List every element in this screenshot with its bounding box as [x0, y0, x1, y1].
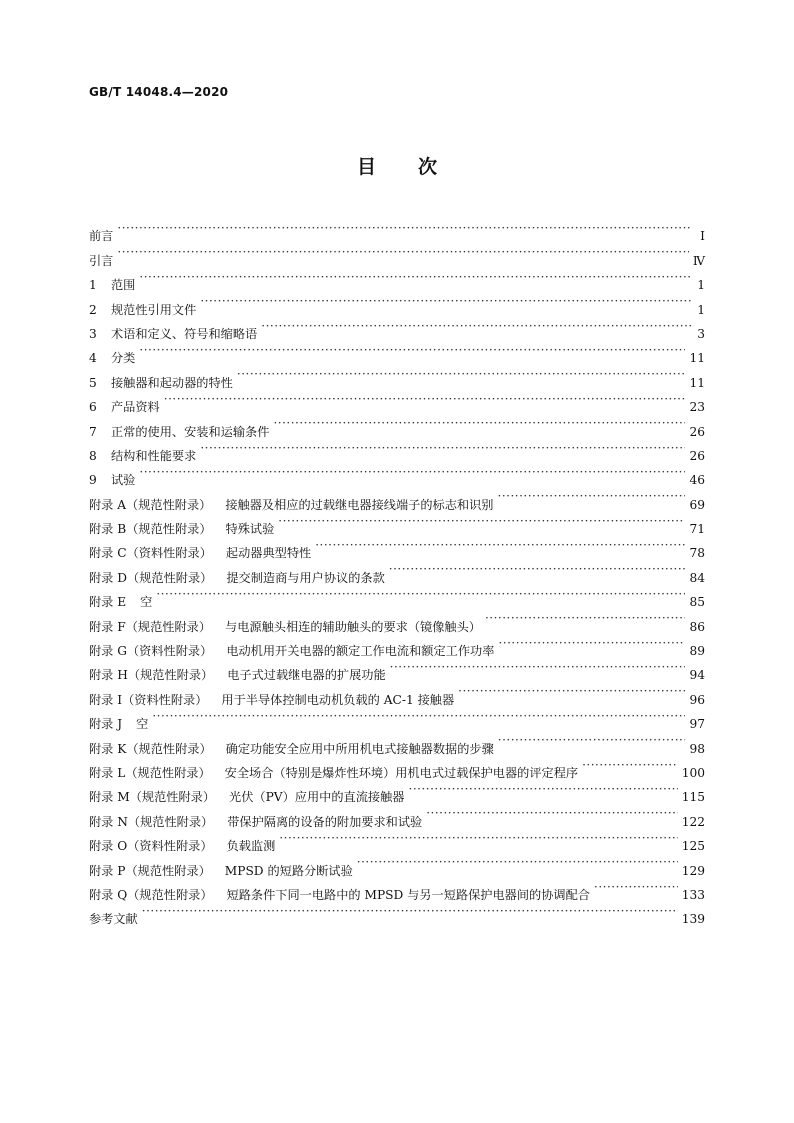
toc-entry-page: 94 — [689, 668, 705, 683]
toc-entry-subtitle: 确定功能安全应用中所用机电式接触器数据的步骤 — [225, 741, 494, 756]
toc-entry-title: 规范性引用文件 — [111, 302, 197, 317]
toc-entry-title: 附录 N（规范性附录） — [89, 814, 214, 829]
toc-entry-page: 139 — [681, 912, 705, 927]
toc-entry[interactable] — [89, 216, 705, 244]
toc-entry-subtitle: 用于半导体控制电动机负载的 AC-1 接触器 — [221, 692, 455, 707]
toc-entry-page: 3 — [697, 326, 705, 341]
toc-entry-number: 2 — [89, 302, 97, 317]
toc-entry-page: 115 — [681, 790, 705, 805]
toc-entry-subtitle: 空 — [140, 595, 153, 610]
toc-entry-title: 附录 I（资料性附录） — [89, 692, 208, 707]
toc-entry-title: 附录 O（资料性附录） — [89, 839, 213, 854]
toc-entry-label — [89, 517, 274, 541]
toc-entry-title: 附录 M（规范性附录） — [89, 790, 216, 805]
toc-entry-number: 6 — [89, 400, 97, 415]
toc-entry-page: 26 — [689, 424, 705, 439]
toc-entry-subtitle: 光伏（PV）应用中的直流接触器 — [229, 790, 405, 805]
toc-entry-title: 附录 E — [89, 595, 127, 610]
toc-entry-label — [89, 663, 386, 687]
toc-leader-dots — [498, 484, 686, 508]
toc-entry-page: 1 — [697, 278, 705, 293]
toc-entry-page: 97 — [689, 717, 705, 732]
toc-leader-dots — [278, 509, 685, 533]
toc-leader-dots — [237, 362, 686, 386]
toc-entry-page: 96 — [689, 692, 705, 707]
toc-entry-page: 71 — [689, 522, 705, 537]
toc-entry[interactable] — [89, 899, 705, 927]
toc-leader-dots — [389, 557, 686, 581]
toc-entry-title: 范围 — [111, 278, 136, 293]
toc-entry-subtitle: 负载监测 — [226, 839, 276, 854]
toc-entry-page: 133 — [681, 887, 705, 902]
toc-entry-title: 附录 K（规范性附录） — [89, 741, 212, 756]
toc-entry[interactable] — [89, 265, 705, 293]
toc-entry-title: 附录 A（规范性附录） — [89, 497, 212, 512]
toc-entry-page: 11 — [689, 351, 705, 366]
toc-entry-subtitle: 特殊试验 — [225, 522, 275, 537]
toc-entry-subtitle: 短路条件下同一电路中的 MPSD 与另一短路保护电器间的协调配合 — [226, 887, 590, 902]
toc-entry-title: 附录 Q（规范性附录） — [89, 887, 213, 902]
toc-entry-page: 85 — [689, 595, 705, 610]
toc-entry-page: 26 — [689, 448, 705, 463]
toc-entry-title: 试验 — [111, 473, 136, 488]
toc-leader-dots — [139, 338, 685, 362]
toc-leader-dots — [164, 387, 686, 411]
toc-entry-title: 术语和定义、符号和缩略语 — [111, 326, 258, 341]
toc-entry-page: Ⅳ — [692, 253, 705, 268]
toc-entry-label — [89, 859, 353, 883]
toc-entry-title: 附录 G（资料性附录） — [89, 644, 213, 659]
toc-entry-page: 84 — [689, 570, 705, 585]
toc-leader-dots — [390, 655, 686, 679]
toc-entry-label — [89, 590, 152, 614]
toc-entry[interactable] — [89, 704, 705, 732]
toc-entry[interactable] — [89, 484, 705, 512]
toc-entry-page: 11 — [689, 375, 705, 390]
toc-entry-number: 9 — [89, 473, 97, 488]
toc-entry-page: 78 — [689, 546, 705, 561]
toc-entry-page: 122 — [681, 814, 705, 829]
toc-entry-title: 正常的使用、安装和运输条件 — [111, 424, 270, 439]
toc-entry-label — [89, 737, 494, 761]
toc-entry[interactable] — [89, 387, 705, 415]
toc-leader-dots — [426, 801, 678, 825]
toc-leader-dots — [315, 533, 685, 557]
toc-leader-dots — [498, 728, 686, 752]
toc-entry-page: Ⅰ — [700, 229, 705, 244]
toc-entry-title: 接触器和起动器的特性 — [111, 375, 233, 390]
toc-entry-title: 分类 — [111, 351, 136, 366]
toc-entry-title: 附录 P（规范性附录） — [89, 863, 211, 878]
toc-entry-number: 3 — [89, 326, 97, 341]
toc-entry-page: 125 — [681, 839, 705, 854]
toc-entry-label — [89, 273, 135, 297]
toc-entry-subtitle: 电子式过载继电器的扩展功能 — [227, 668, 386, 683]
toc-entry-subtitle: 与电源触头相连的辅助触头的要求（镜像触头） — [225, 619, 481, 634]
toc-entry[interactable] — [89, 460, 705, 488]
toc-entry-label — [89, 249, 113, 273]
toc-entry-subtitle: 起动器典型特性 — [225, 546, 312, 561]
toc-entry-page: 89 — [689, 644, 705, 659]
toc-leader-dots — [142, 899, 678, 923]
toc-entry-number: 8 — [89, 448, 97, 463]
toc-entry-subtitle: 安全场合（特别是爆炸性环境）用机电式过载保护电器的评定程序 — [224, 765, 579, 780]
toc-entry-label — [89, 785, 405, 809]
toc-leader-dots — [594, 875, 678, 899]
toc-entry-label — [89, 712, 148, 736]
toc-entry[interactable] — [89, 338, 705, 366]
toc-leader-dots — [156, 582, 685, 606]
toc-leader-dots — [117, 216, 691, 240]
toc-entry-number: 5 — [89, 375, 97, 390]
toc-entry-subtitle: 带保护隔离的设备的附加要求和试验 — [227, 814, 423, 829]
toc-entry-page: 46 — [689, 473, 705, 488]
toc-leader-dots — [458, 679, 685, 703]
toc-entry-subtitle: 空 — [136, 717, 149, 732]
toc-entry-subtitle: 接触器及相应的过载继电器接线端子的标志和识别 — [225, 497, 494, 512]
toc-entry-number: 4 — [89, 351, 97, 366]
toc-entry-label — [89, 346, 135, 370]
toc-entry[interactable] — [89, 582, 705, 610]
toc-entry[interactable] — [89, 289, 705, 317]
toc-entry-label — [89, 395, 160, 419]
toc-entry-number: 1 — [89, 278, 97, 293]
toc-entry-subtitle: MPSD 的短路分断试验 — [224, 863, 353, 878]
toc-entry-page: 69 — [689, 497, 705, 512]
toc-leader-dots — [139, 265, 691, 289]
toc-entry-label — [89, 907, 138, 931]
toc-entry[interactable] — [89, 411, 705, 439]
document-code: GB/T 14048.4—2020 — [89, 85, 229, 99]
toc-entry[interactable] — [89, 728, 705, 756]
toc-entry-subtitle: 电动机用开关电器的额定工作电流和额定工作功率 — [226, 644, 495, 659]
toc-entry-page: 129 — [681, 863, 705, 878]
toc-leader-dots — [117, 240, 688, 264]
toc-entry-title: 附录 L（规范性附录） — [89, 765, 211, 780]
toc-entry-label — [89, 834, 275, 858]
toc-entry-title: 附录 B（规范性附录） — [89, 522, 212, 537]
toc-entry[interactable] — [89, 606, 705, 634]
toc-entry-title: 产品资料 — [111, 400, 160, 415]
toc-leader-dots — [152, 704, 685, 728]
toc-entry-label — [89, 298, 196, 322]
toc-entry-page: 1 — [697, 302, 705, 317]
toc-leader-dots — [357, 850, 678, 874]
toc-entry-subtitle: 提交制造商与用户协议的条款 — [226, 570, 385, 585]
toc-leader-dots — [279, 826, 677, 850]
table-of-contents — [89, 216, 705, 927]
toc-leader-dots — [200, 436, 685, 460]
toc-leader-dots — [498, 631, 685, 655]
toc-entry-title: 附录 J — [89, 717, 123, 732]
toc-entry-title: 引言 — [89, 253, 114, 268]
toc-entry[interactable] — [89, 240, 705, 268]
toc-leader-dots — [273, 411, 685, 435]
toc-entry-title: 附录 D（规范性附录） — [89, 570, 213, 585]
toc-leader-dots — [582, 753, 678, 777]
toc-entry-label — [89, 224, 113, 248]
toc-entry-title: 附录 C（资料性附录） — [89, 546, 212, 561]
toc-leader-dots — [200, 289, 691, 313]
toc-entry-page: 100 — [681, 765, 705, 780]
toc-entry-title: 结构和性能要求 — [111, 448, 197, 463]
toc-entry-page: 23 — [689, 400, 705, 415]
page-title: 目次 — [356, 156, 479, 178]
toc-entry-label — [89, 468, 135, 492]
toc-entry[interactable] — [89, 362, 705, 390]
toc-entry-title: 前言 — [89, 229, 114, 244]
toc-entry-label — [89, 541, 311, 565]
toc-leader-dots — [261, 314, 691, 338]
toc-entry-page: 86 — [689, 619, 705, 634]
toc-entry-label — [89, 615, 481, 639]
toc-leader-dots — [409, 777, 678, 801]
toc-leader-dots — [485, 606, 686, 630]
toc-entry-title: 附录 H（规范性附录） — [89, 668, 214, 683]
toc-leader-dots — [139, 460, 685, 484]
toc-entry-title: 附录 F（规范性附录） — [89, 619, 212, 634]
toc-entry-number: 7 — [89, 424, 97, 439]
toc-entry-page: 98 — [689, 741, 705, 756]
toc-entry-title: 参考文献 — [89, 912, 138, 927]
